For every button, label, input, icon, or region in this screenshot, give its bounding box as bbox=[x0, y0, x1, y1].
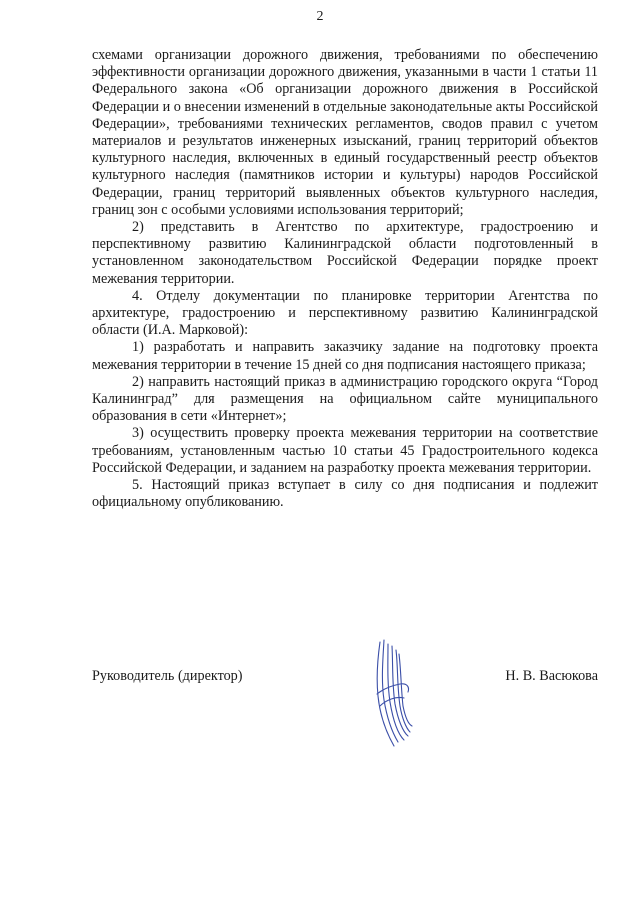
signatory-name: Н. В. Васюкова bbox=[505, 668, 598, 684]
paragraph: 4. Отделу документации по планировке территории Агентства по архитектуре, градостроению и перспективному развитию Калининградской области (И.А. Марковой): bbox=[92, 287, 598, 339]
signature-block bbox=[92, 668, 598, 688]
paragraph: 5. Настоящий приказ вступает в силу со дня подписания и подлежит официальному опубликованию. bbox=[92, 477, 598, 511]
page-number: 2 bbox=[316, 9, 324, 24]
paragraph: 3) осуществить проверку проекта межевания территории на соответствие требованиям, установленным частью 10 статьи 45 Градостроительного кодекса Российской Федерации, и заданием на разработку проекта межевания территории. bbox=[92, 425, 598, 476]
signatory-title: Руководитель (директор) bbox=[92, 668, 243, 684]
paragraph: 2) направить настоящий приказ в администрацию городского округа “Город Калининград” для размещения на официальном сайте муниципального образования в сети «Интернет»; bbox=[92, 373, 598, 425]
paragraph: 2) представить в Агентство по архитектуре, градостроению и перспективному развитию Калининградской области подготовленный в установленном законодательством Российской Федерации порядке проект межевания территории. bbox=[92, 219, 598, 287]
document-body bbox=[92, 47, 598, 511]
handwritten-signature bbox=[368, 636, 418, 754]
paragraph: схемами организации дорожного движения, требованиями по обеспечению эффективности организации дорожного движения, указанными в части 1 статьи 11 Федерального закона «Об организации дорожного движения в Российской Федерации и о внесении изменений в отдельные законодательные акты Российской Федерации», требованиями технических регламентов, сводов правил с учетом материалов и результатов инженерных изысканий, границ территорий объектов культурного наследия, включенных в единый государственный реестр объектов культурного наследия (памятников истории и культуры) народов Российской Федерации, границ территорий выявленных объектов культурного наследия, границ зон с особыми условиями использования территорий; bbox=[92, 47, 598, 218]
paragraph: 1) разработать и направить заказчику задание на подготовку проекта межевания территории в течение 15 дней со дня подписания настоящего приказа; bbox=[92, 339, 598, 373]
